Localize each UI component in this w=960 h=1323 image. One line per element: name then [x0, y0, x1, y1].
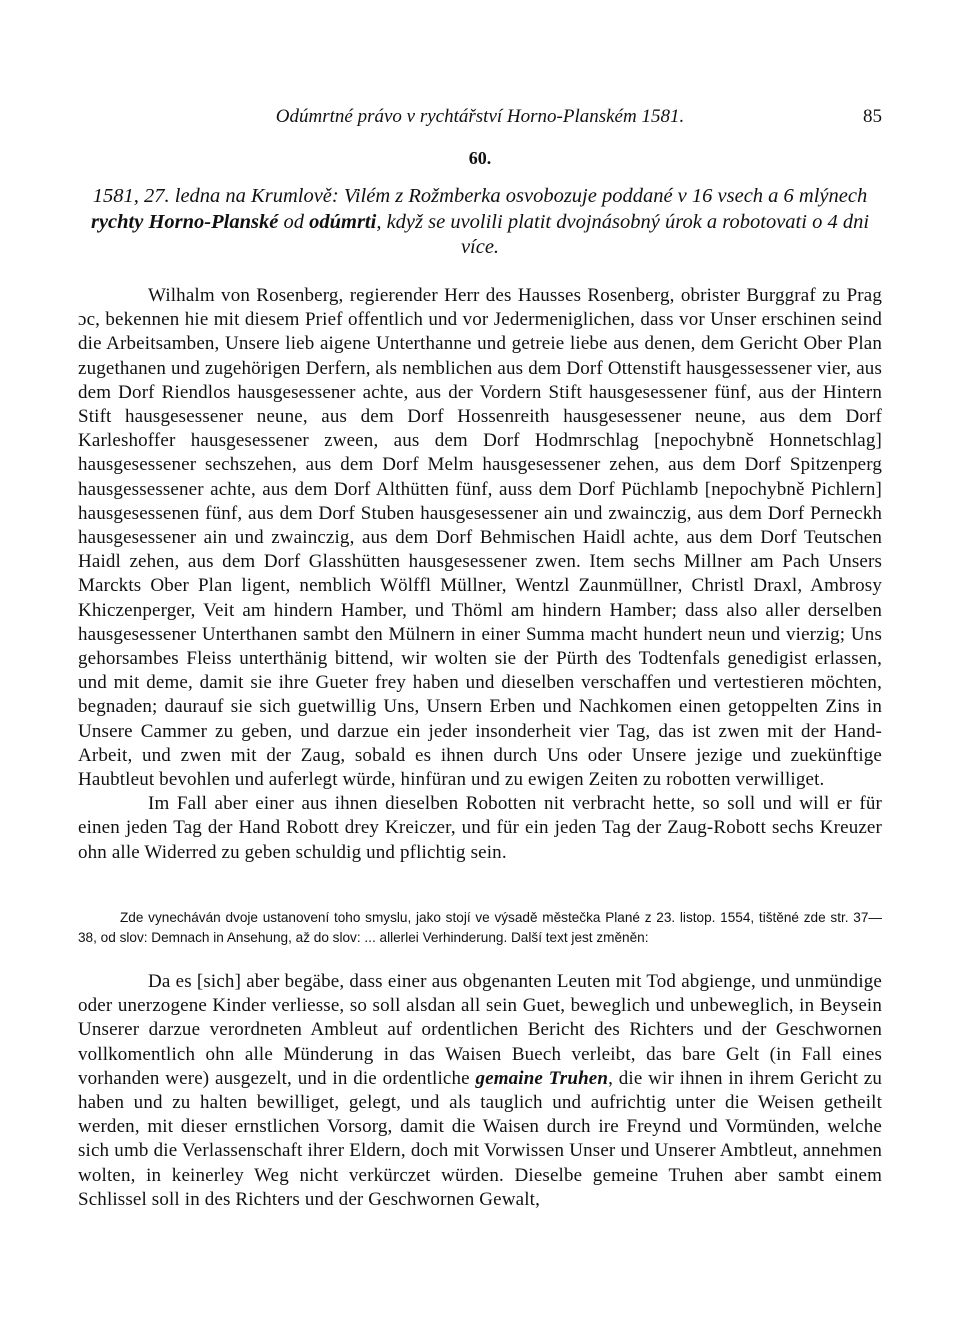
editorial-note-text: Zde vynecháván dvoje ustanovení toho smyslu, jako stojí ve výsadě městečka Plané z 23. listop. 1554, tištěné zde str. 37—38, od slov: Demnach in Ansehung, až do slov: ... allerlei Verhinderung. Další text jest změněn: [78, 910, 882, 945]
paragraph-2: Im Fall aber einer aus ihnen dieselben Robotten nit verbracht hette, so soll und will er für einen jeden Tag der Hand Robott drey Kreiczer, und für ein jeden Tag der Zaug-Robott sechs Kreuzer ohn alle Widerred zu geben schuldig und pflichtig sein. [78, 793, 882, 863]
regest-odumrti: odúmrti [309, 210, 377, 233]
regest-horno-planske: Horno-Planské [148, 210, 279, 233]
charter-text [78, 284, 882, 865]
paragraph-1: Wilhalm von Rosenberg, regierender Herr des Hausses Rosenberg, obrister Burggraf zu Prag ɔc, bekennen hie mit diesem Prief offentlich und vor Jedermeniglichen, dass vor Unser erschinen seind die Arbeitsamben, Unsere lieb aigene Unterthanne und getreie liebe aus denen, dem Gericht Ober Plan zugethanen und zugehörigen Derfern, als nemblichen aus dem Dorf Ottenstift hausgessessener vier, aus dem Dorf Riendlos hausgesessener achte, aus der Vordern Stift hausgesessener fünf, aus der Hintern Stift hausgesessener neune, aus dem Dorf Hossenreith hausgesessener neune, aus dem Dorf Karleshoffer hausgesessener zween, aus dem Dorf Hodmrschlag [nepochybně Honnetschlag] hausgesessener sechszehen, aus dem Dorf Melm hausgesessener zehen, aus dem Dorf Spitzenperg hausgessessener achte, aus dem Dorf Althütten fünf, auss dem Dorf Püchlamb [nepochybně Pichlern] hausgesessenen fünf, aus dem Dorf Stuben hausgesessener ain und zwainczig, aus dem Dorf Perneckh hausgesessener ain und zwainczig, aus dem Dorf Behmischen Haidl achte, aus dem Dorf Teutschen Haidl zehen, aus dem Dorf Glasshütten hausgesessener zwen. Item sechs Millner am Pach Unsers Marckts Ober Plan ligent, nemblich Wölffl Müllner, Wentzl Zaunmüllner, Christl Draxl, Ambrosy Khiczenperger, Veit am hindern Hamber, und Thöml am hindern Hamber; dass also aller derselben hausgesessener Unterthanen sambt den Mülnern in einer Summa macht hundert neun und vierzig; Uns gehorsambes Fleiss unterthänig bittend, wir wolten sie der Pürth des Todtenfals genedigist erlassen, und mit deme, damit sie ihre Gueter frey haben und dieselben verschaffen und vertestieren möchten, begnaden; daurauf sie sich guetwillig Uns, Unsern Erben und Nachkomen einen getoppelten Zins in Unsere Cammer zu geben, und darzue ein jeder insonderheit vier Tag, das ist zwen mit der Hand-Arbeit, und zwen mit der Zaug, sobald es ihnen durch Uns oder Unsere jezige und zuekünftige Haubtleut bevohlen und auferlegt würde, hinfüran und zu ewigen Zeiten zu robotten verwilliget. [78, 285, 882, 791]
paragraph-3-emphasis: gemaine Truhen [475, 1067, 609, 1089]
running-title: Odúmrtné právo v rychtářství Horno-Planském 1581. [275, 106, 685, 127]
regest-rychty: rychty [90, 210, 144, 233]
paragraph-3-after: , die wir ihnen in ihrem Gericht zu haben und zu halten bewilliget, gelegt, und als tauglich und aufrichtig unter die Weisen getheilt werden, mit dieser ernstlichen Vorsorg, damit die Waisen durch ire Freynd und Vormünden, welche sich umb die Verlassenschaft ihrer Eldern, doch mit Vorwissen Unser und Unserer Ambtleut, annehmen wolten, in keinerley Weg nicht verkürczet würden. Dieselbe gemeine Truhen aber sambt einem Schlissel soll in des Richters und der Geschwornen Gewalt, [78, 1067, 882, 1210]
editorial-note [78, 908, 882, 948]
regest-text-3: , když se uvolili platit dvojnásobný úrok a robotovati o 4 dni více. [376, 210, 870, 258]
paragraph-3-before: Da es [sich] aber begäbe, dass einer aus obgenanten Leuten mit Tod abgienge, und unmündige oder unerzogene Kinder verliesse, so soll alsdan all sein Guet, beweglich und unbeweglich, in Beysein Unserer darzue verordneten Ambleut auf ordentlichen Bericht des Richters und der Geschwornen vollkomentlich ohn alle Münderung in das Waisen Buech verleibt, das bare Gelt (in Fall eines vorhanden were) ausgezelt, und in die ordentliche [78, 971, 882, 1089]
charter-text-continued [78, 970, 882, 1212]
page-number: 85 [863, 106, 882, 127]
regest-text-1: 1581, 27. ledna na Krumlově: Vilém z Rožmberka osvobozuje poddané v 16 vsech a 6 mlýnech [92, 185, 868, 207]
running-head [78, 104, 882, 130]
regest [78, 184, 882, 261]
regest-text-2: od [278, 210, 310, 233]
document-number: 60. [468, 148, 492, 168]
paragraph-3 [78, 970, 882, 1212]
